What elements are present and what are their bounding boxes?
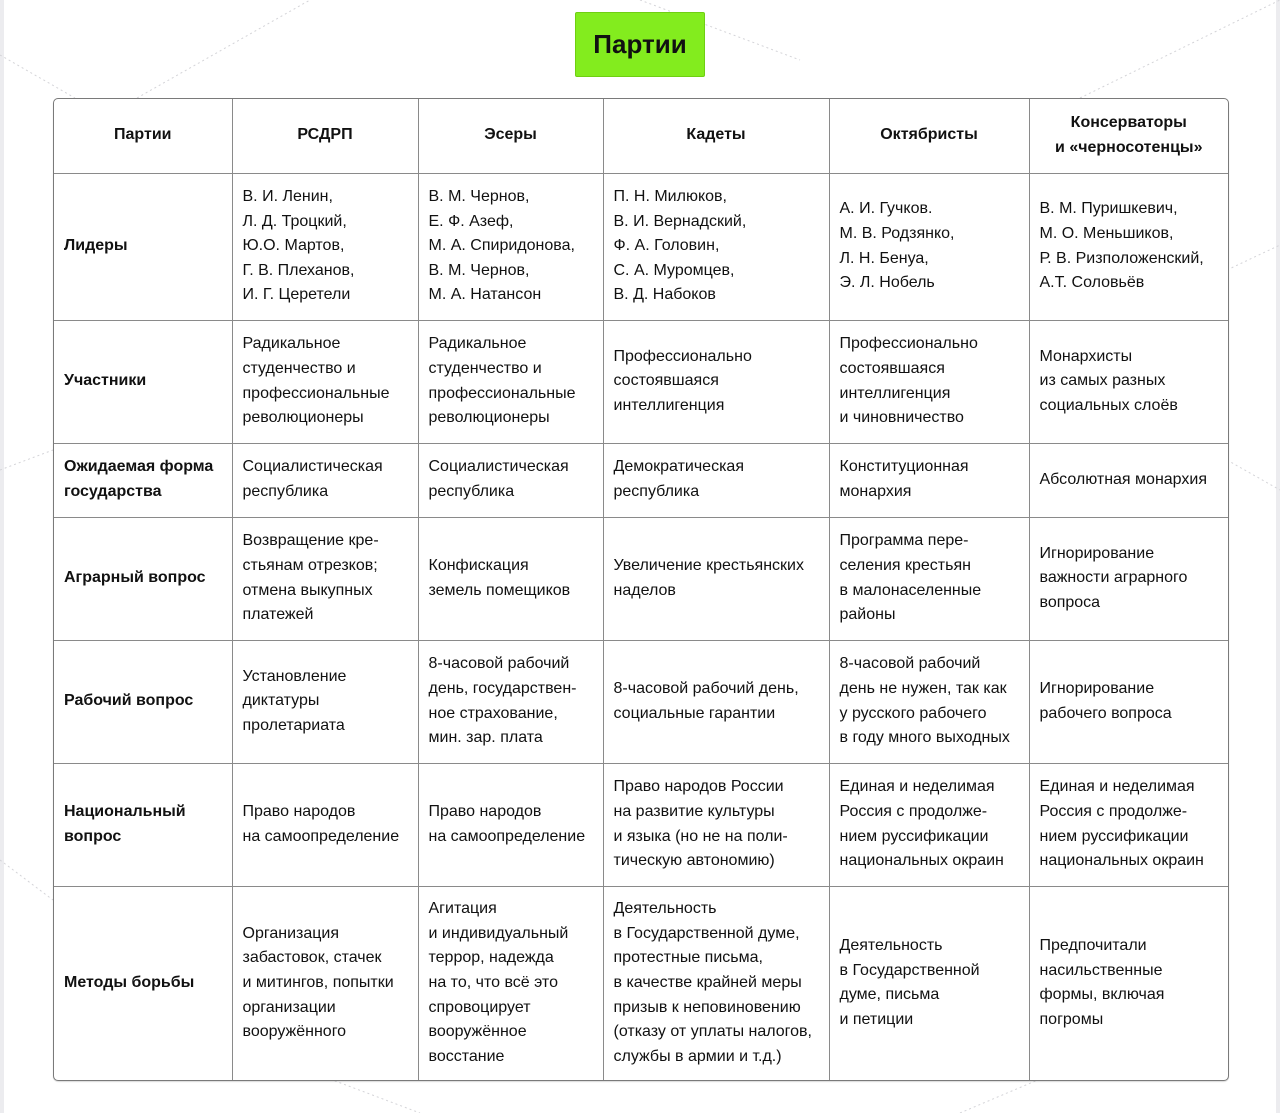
row-label: Лидеры	[54, 173, 232, 320]
row-label: Аграрный вопрос	[54, 517, 232, 640]
table-cell: Радикальное студенчество и профессиональные революционеры	[232, 320, 418, 443]
table-cell: Радикальное студенчество и профессиональные революционеры	[418, 320, 603, 443]
row-label: Участники	[54, 320, 232, 443]
table-cell: Монархисты из самых разных социальных слоёв	[1029, 320, 1228, 443]
decor-line	[1227, 245, 1280, 270]
header-cell-konservatory: Консерваторы и «черносотенцы»	[1029, 99, 1228, 173]
table-cell: Право народов на самоопределение	[232, 763, 418, 886]
table-cell: Возвращение кре- стьянам отрезков; отмена выкупных платежей	[232, 517, 418, 640]
table-row	[54, 173, 1228, 320]
table-cell: Демократическая республика	[603, 443, 829, 517]
table-cell: Социалистическая республика	[232, 443, 418, 517]
table-cell: Игнорирование рабочего вопроса	[1029, 640, 1228, 763]
table-cell: Увеличение крестьянских наделов	[603, 517, 829, 640]
table-cell: 8-часовой рабочий день, государствен- ное страхование, мин. зар. плата	[418, 640, 603, 763]
row-label: Методы борьбы	[54, 886, 232, 1080]
table-cell: В. М. Чернов, Е. Ф. Азеф, М. А. Спиридонова, В. М. Чернов, М. А. Натансон	[418, 173, 603, 320]
header-cell-parties: Партии	[54, 99, 232, 173]
left-edge	[0, 0, 4, 1113]
row-label: Рабочий вопрос	[54, 640, 232, 763]
header-cell-esery: Эсеры	[418, 99, 603, 173]
table-row	[54, 517, 1228, 640]
table-cell: Социалистическая республика	[418, 443, 603, 517]
table-cell: Право народов на самоопределение	[418, 763, 603, 886]
table-row	[54, 320, 1228, 443]
header-cell-kadety: Кадеты	[603, 99, 829, 173]
table-cell: Программа пере- селения крестьян в малонаселенные районы	[829, 517, 1029, 640]
table-cell: Единая и неделимая Россия с продолже- нием руссификации национальных окраин	[829, 763, 1029, 886]
header-cell-rsdrp: РСДРП	[232, 99, 418, 173]
decor-line	[0, 55, 75, 98]
table-cell: Установление диктатуры пролетариата	[232, 640, 418, 763]
table-cell: Организация забастовок, стачек и митингов, попытки организации вооружённого	[232, 886, 418, 1080]
table-cell: Абсолютная монархия	[1029, 443, 1228, 517]
table-cell: Профессионально состоявшаяся интеллигенция	[603, 320, 829, 443]
table-cell: Право народов России на развитие культуры и языка (но не на поли- тическую автономию)	[603, 763, 829, 886]
row-label: Национальный вопрос	[54, 763, 232, 886]
table-row	[54, 886, 1228, 1080]
table-cell: Конституционная монархия	[829, 443, 1029, 517]
table-cell: А. И. Гучков. М. В. Родзянко, Л. Н. Бенуа, Э. Л. Нобель	[829, 173, 1029, 320]
decor-line	[0, 860, 53, 900]
decor-line	[1227, 460, 1280, 490]
row-label: Ожидаемая форма государства	[54, 443, 232, 517]
table-cell: Профессионально состоявшаяся интеллигенция и чиновничество	[829, 320, 1029, 443]
parties-table	[53, 98, 1229, 1081]
table-cell: 8-часовой рабочий день, социальные гарантии	[603, 640, 829, 763]
table-cell: Игнорирование важности аграрного вопроса	[1029, 517, 1228, 640]
decor-line	[330, 1079, 420, 1113]
table-cell: Деятельность в Государственной думе, протестные письма, в качестве крайней меры призыв к неповиновению (отказу от уплаты налогов, службы в армии и т.д.)	[603, 886, 829, 1080]
table-row	[54, 443, 1228, 517]
page-title: Партии	[575, 12, 705, 77]
table-cell: Деятельность в Государственной думе, письма и петиции	[829, 886, 1029, 1080]
table-cell: Конфискация земель помещиков	[418, 517, 603, 640]
table-cell: Агитация и индивидуальный террор, надежда на то, что всё это спровоцирует вооружённое восстание	[418, 886, 603, 1080]
decor-line	[137, 0, 310, 98]
table-row	[54, 640, 1228, 763]
decor-line	[960, 1079, 1040, 1113]
table-row	[54, 763, 1228, 886]
decor-line	[1080, 0, 1280, 98]
table-cell: В. И. Ленин, Л. Д. Троцкий, Ю.О. Мартов, Г. В. Плеханов, И. Г. Церетели	[232, 173, 418, 320]
table-cell: В. М. Пуришкевич, М. О. Меньшиков, Р. В. Ризположенский, А.Т. Соловьёв	[1029, 173, 1228, 320]
decor-line	[0, 450, 53, 470]
header-cell-oktyabristy: Октябристы	[829, 99, 1029, 173]
table-cell: Предпочитали насильственные формы, включая погромы	[1029, 886, 1228, 1080]
table-cell: 8-часовой рабочий день не нужен, так как у русского рабочего в году много выходных	[829, 640, 1029, 763]
table-cell: П. Н. Милюков, В. И. Вернадский, Ф. А. Головин, С. А. Муромцев, В. Д. Набоков	[603, 173, 829, 320]
header-row	[54, 99, 1228, 173]
right-edge	[1276, 0, 1280, 1113]
table-cell: Единая и неделимая Россия с продолже- нием руссификации национальных окраин	[1029, 763, 1228, 886]
